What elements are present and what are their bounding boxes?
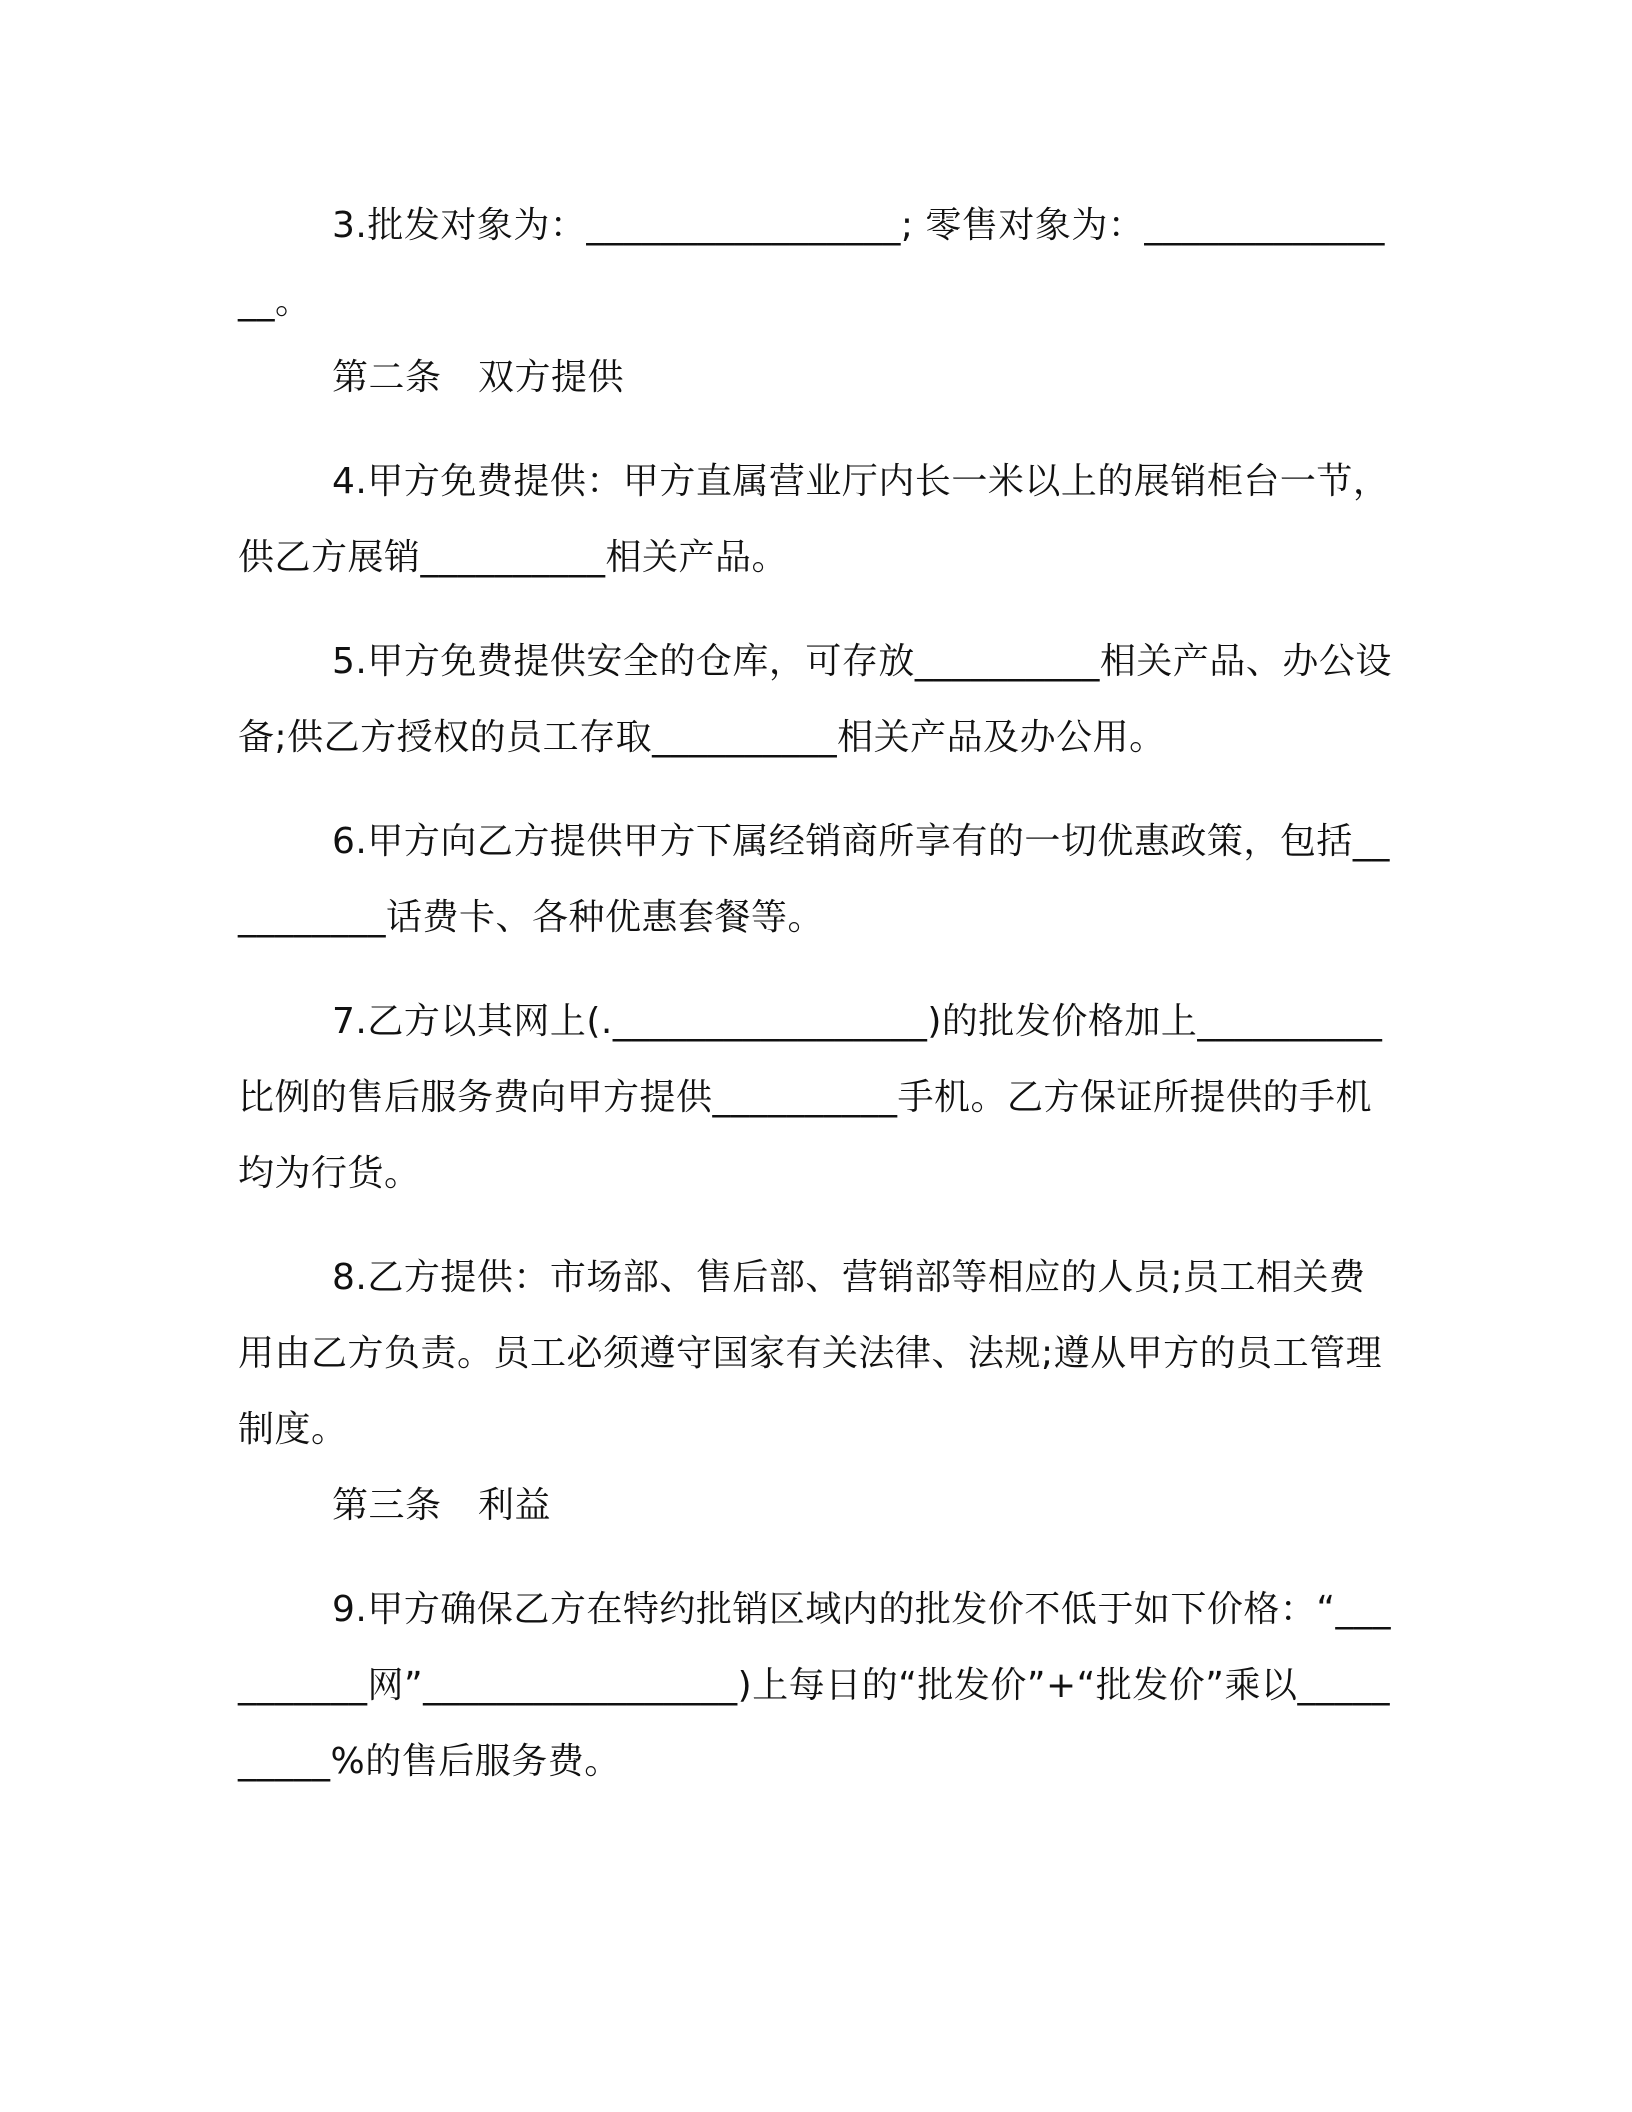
article-2-heading: 第二条 双方提供 xyxy=(332,357,625,398)
clause-9-benefits: 9.甲方确保乙方在特约批销区域内的批发价不低于如下价格：“__________网”_________________)上每日的“批发价”+“批发价”乘以__________%的售后服务费。 xyxy=(238,1589,1391,1782)
clause-8-staff: 8.乙方提供：市场部、售后部、营销部等相应的人员;员工相关费用由乙方负责。员工必须遵守国家有关法律、法规;遵从甲方的员工管理制度。 xyxy=(238,1257,1383,1450)
clause-6-policies: 6.甲方向乙方提供甲方下属经销商所享有的一切优惠政策，包括__________话费卡、各种优惠套餐等。 xyxy=(238,821,1390,938)
clause-3-objects: 3.批发对象为：_________________; 零售对象为：_______________。 xyxy=(238,205,1385,322)
document-page xyxy=(238,188,1394,1800)
clause-4-counter: 4.甲方免费提供：甲方直属营业厅内长一米以上的展销柜台一节，供乙方展销__________相关产品。 xyxy=(238,461,1390,578)
article-3-heading: 第三条 利益 xyxy=(332,1485,552,1526)
clause-7-pricing: 7.乙方以其网上(._________________)的批发价格加上__________比例的售后服务费向甲方提供__________手机。乙方保证所提供的手机均为行货。 xyxy=(238,1001,1383,1194)
clause-5-warehouse: 5.甲方免费提供安全的仓库，可存放__________相关产品、办公设备;供乙方授权的员工存取__________相关产品及办公用。 xyxy=(238,641,1392,758)
